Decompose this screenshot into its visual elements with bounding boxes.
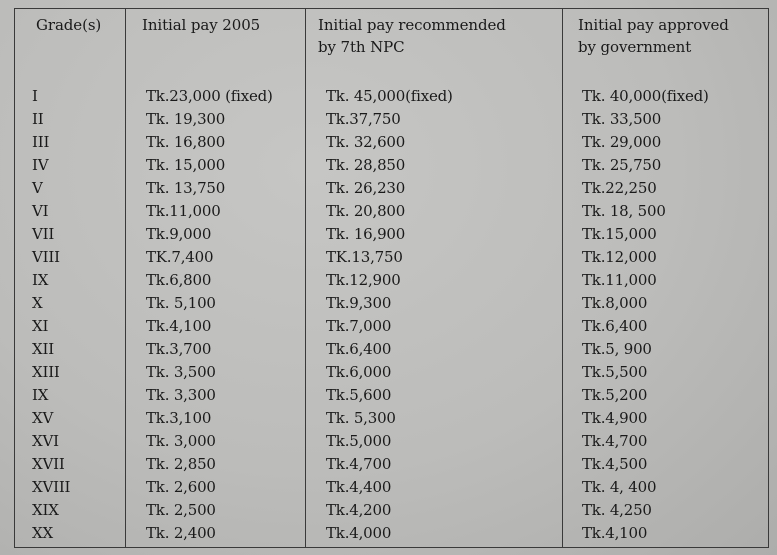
pay-cell: Tk. 20,800 (326, 202, 406, 220)
pay-cell: Tk.9,000 (146, 225, 212, 243)
header-line: by government (578, 38, 692, 56)
header-grades (36, 14, 101, 36)
pay-cell: Tk.4,100 (582, 524, 648, 542)
grade-cell: X (32, 294, 43, 312)
header-line: Initial pay approved (578, 16, 729, 34)
pay-cell: Tk.5, 900 (582, 340, 652, 358)
pay-cell: Tk.4,400 (326, 478, 392, 496)
pay-cell: Tk. 2,400 (146, 524, 216, 542)
pay-cell: Tk. 25,750 (582, 156, 662, 174)
pay-cell: Tk. 40,000(fixed) (582, 87, 709, 105)
grade-cell: IV (32, 156, 49, 174)
pay-cell: Tk.5,600 (326, 386, 392, 404)
pay-cell: Tk.4,100 (146, 317, 212, 335)
pay-cell: Tk. 5,300 (326, 409, 396, 427)
pay-cell: Tk.12,000 (582, 248, 657, 266)
grade-cell: IX (32, 271, 49, 289)
pay-cell: Tk. 19,300 (146, 110, 226, 128)
pay-cell: Tk.4,900 (582, 409, 648, 427)
grade-cell: II (32, 110, 44, 128)
grade-cell: XV (32, 409, 54, 427)
pay-cell: Tk.3,700 (146, 340, 212, 358)
grade-cell: XVIII (32, 478, 71, 496)
pay-cell: Tk. 33,500 (582, 110, 662, 128)
pay-cell: Tk. 26,230 (326, 179, 406, 197)
pay-cell: Tk. 2,850 (146, 455, 216, 473)
grade-cell: XII (32, 340, 54, 358)
grade-cell: I (32, 87, 38, 105)
grade-cell: VIII (32, 248, 60, 266)
column-initial-pay-recommended (326, 85, 453, 545)
header-line: Initial pay 2005 (142, 16, 261, 34)
pay-cell: Tk.6,000 (326, 363, 392, 381)
header-initial-pay-approved (578, 14, 729, 58)
grade-cell: V (32, 179, 43, 197)
grade-cell: XIII (32, 363, 60, 381)
grade-cell: IX (32, 386, 49, 404)
pay-cell: Tk.6,400 (582, 317, 648, 335)
pay-cell: Tk. 18, 500 (582, 202, 666, 220)
column-divider (125, 8, 126, 548)
grade-cell: III (32, 133, 50, 151)
pay-cell: Tk. 4, 400 (582, 478, 657, 496)
pay-cell: Tk. 4,250 (582, 501, 652, 519)
pay-cell: Tk.6,800 (146, 271, 212, 289)
grade-cell: XVI (32, 432, 59, 450)
pay-cell: Tk. 16,800 (146, 133, 226, 151)
pay-cell: Tk.4,500 (582, 455, 648, 473)
pay-cell: Tk. 28,850 (326, 156, 406, 174)
pay-cell: Tk.6,400 (326, 340, 392, 358)
grade-cell: VII (32, 225, 55, 243)
header-initial-pay-2005 (142, 14, 260, 36)
pay-cell: Tk.12,900 (326, 271, 401, 289)
header-initial-pay-recommended (318, 14, 506, 58)
pay-cell: Tk.23,000 (fixed) (146, 87, 273, 105)
pay-cell: TK.7,400 (146, 248, 214, 266)
pay-cell: Tk.5,000 (326, 432, 392, 450)
pay-cell: Tk. 32,600 (326, 133, 406, 151)
column-divider (562, 8, 563, 548)
column-grades (32, 85, 70, 545)
pay-cell: Tk.11,000 (146, 202, 221, 220)
pay-cell: Tk.4,000 (326, 524, 392, 542)
header-line: Grade(s) (36, 16, 102, 34)
pay-cell: Tk.8,000 (582, 294, 648, 312)
pay-cell: TK.13,750 (326, 248, 403, 266)
grade-cell: VI (32, 202, 49, 220)
pay-cell: Tk. 45,000(fixed) (326, 87, 453, 105)
pay-cell: Tk. 15,000 (146, 156, 226, 174)
column-initial-pay-2005 (146, 85, 273, 545)
grade-cell: XI (32, 317, 49, 335)
pay-cell: Tk.11,000 (582, 271, 657, 289)
pay-cell: Tk. 3,500 (146, 363, 216, 381)
pay-cell: Tk. 29,000 (582, 133, 662, 151)
pay-cell: Tk.37,750 (326, 110, 401, 128)
pay-cell: Tk.4,700 (582, 432, 648, 450)
pay-cell: Tk. 2,500 (146, 501, 216, 519)
pay-cell: Tk. 13,750 (146, 179, 226, 197)
column-initial-pay-approved (582, 85, 709, 545)
pay-cell: Tk.4,700 (326, 455, 392, 473)
grade-cell: XVII (32, 455, 65, 473)
pay-cell: Tk.5,200 (582, 386, 648, 404)
column-divider (305, 8, 306, 548)
pay-cell: Tk.3,100 (146, 409, 212, 427)
pay-cell: Tk.4,200 (326, 501, 392, 519)
pay-cell: Tk. 2,600 (146, 478, 216, 496)
pay-cell: Tk. 16,900 (326, 225, 406, 243)
pay-cell: Tk.9,300 (326, 294, 392, 312)
header-line: Initial pay recommended (318, 16, 506, 34)
pay-cell: Tk.5,500 (582, 363, 648, 381)
pay-cell: Tk.22,250 (582, 179, 657, 197)
grade-cell: XIX (32, 501, 59, 519)
pay-cell: Tk. 5,100 (146, 294, 216, 312)
grade-cell: XX (32, 524, 53, 542)
pay-cell: Tk. 3,000 (146, 432, 216, 450)
pay-cell: Tk.15,000 (582, 225, 657, 243)
header-line: by 7th NPC (318, 38, 405, 56)
pay-cell: Tk.7,000 (326, 317, 392, 335)
pay-cell: Tk. 3,300 (146, 386, 216, 404)
